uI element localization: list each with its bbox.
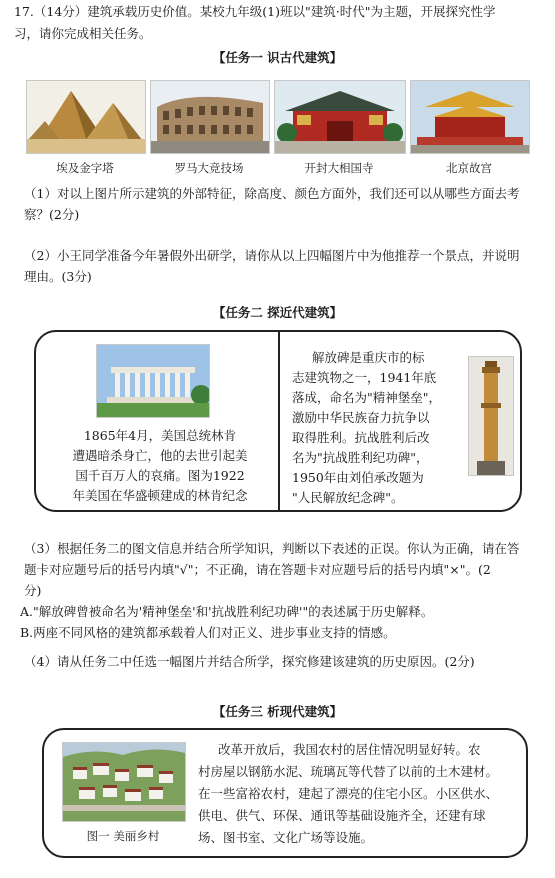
beautiful-village-photo — [62, 742, 186, 822]
task2-title: 【任务二 探近代建筑】 — [212, 305, 343, 320]
question-2-line1: （2）小王同学准备今年暑假外出研学，请你从以上四幅图片中为他推荐一个景点，并说明 — [24, 248, 520, 263]
pyramid-photo — [26, 80, 146, 154]
caption-pyramid: 埃及金字塔 — [56, 161, 114, 175]
rural-text-line2: 村房屋以钢筋水泥、琉璃瓦等代替了以前的土木建材。 — [198, 764, 499, 779]
monument-text-line4: 激励中华民族奋力抗争以 — [292, 410, 430, 425]
liberation-monument-photo — [468, 356, 514, 476]
forbidden-city-photo — [410, 80, 530, 154]
monument-text-line7: 1950年由刘伯承改题为 — [292, 470, 424, 485]
lincoln-text-line1: 1865年4月，美国总统林肯 — [83, 428, 237, 443]
monument-text-line2: 志建筑物之一，1941年底 — [292, 370, 437, 385]
figure1-caption: 图一 美丽乡村 — [86, 829, 160, 843]
monument-text-line8: "人民解放纪念碑"。 — [292, 490, 404, 505]
question-3-line1: （3）根据任务二的图文信息并结合所学知识，判断以下表述的正误。你认为正确，请在答 — [24, 541, 520, 556]
rural-text-line4: 供电、供气、环保、通讯等基础设施齐全，还建有球 — [198, 808, 486, 823]
monument-text-line3: 落成，命名为"精神堡垒"， — [292, 390, 441, 405]
box-divider — [278, 332, 280, 510]
lincoln-memorial-photo — [96, 344, 210, 418]
question-3-line3: 分) — [24, 583, 42, 598]
option-b: B.两座不同风格的建筑都承载着人们对正义、进步事业支持的情感。 — [20, 625, 396, 640]
monument-text-line6: 名为"抗战胜利纪功碑"， — [292, 450, 429, 465]
task3-content-box — [42, 728, 528, 858]
option-a: A."解放碑曾被命名为'精神堡垒'和'抗战胜利纪功碑'"的表述属于历史解释。 — [20, 604, 434, 619]
daxiangguo-temple-photo — [274, 80, 406, 154]
colosseum-photo — [150, 80, 270, 154]
rural-text-line1: 改革开放后，我国农村的居住情况明显好转。农 — [218, 742, 481, 757]
rural-text-line3: 在一些富裕农村，建起了漂亮的住宅小区。小区供水、 — [198, 786, 499, 801]
question-2-line2: 理由。(3分) — [24, 269, 92, 284]
monument-text-line5: 取得胜利。抗战胜利后改 — [292, 430, 430, 445]
question-4: （4）请从任务二中任选一幅图片并结合所学，探究修建该建筑的历史原因。(2分) — [24, 654, 475, 669]
lincoln-text-line4: 年美国在华盛顿建成的林肯纪念 — [72, 488, 248, 503]
question-1-line1: （1）对以上图片所示建筑的外部特征，除高度、颜色方面外，我们还可以从哪些方面去考 — [24, 186, 520, 201]
question-intro-line1: 17.（14分）建筑承载历史价值。某校九年级(1)班以"建筑·时代"为主题，开展探究性学 — [14, 4, 496, 19]
lincoln-text-line3: 国千百万人的哀痛。图为1922 — [75, 468, 245, 483]
monument-text-line1: 解放碑是重庆市的标 — [312, 350, 425, 365]
caption-daxiangguo: 开封大相国寺 — [304, 161, 374, 175]
caption-forbidden-city: 北京故宫 — [446, 161, 492, 175]
question-3-line2: 题卡对应题号后的括号内填"√"；不正确，请在答题卡对应题号后的括号内填"×"。(2 — [24, 562, 491, 577]
question-1-line2: 察？(2分) — [24, 207, 80, 222]
rural-text-line5: 场、图书室、文化广场等设施。 — [198, 830, 374, 845]
task3-title: 【任务三 析现代建筑】 — [212, 704, 343, 719]
task1-title: 【任务一 识古代建筑】 — [212, 50, 343, 65]
caption-colosseum: 罗马大竞技场 — [174, 161, 244, 175]
question-intro-line2: 习，请你完成相关任务。 — [14, 26, 152, 41]
task2-content-box — [34, 330, 522, 512]
lincoln-text-line2: 遭遇暗杀身亡，他的去世引起美 — [72, 448, 248, 463]
